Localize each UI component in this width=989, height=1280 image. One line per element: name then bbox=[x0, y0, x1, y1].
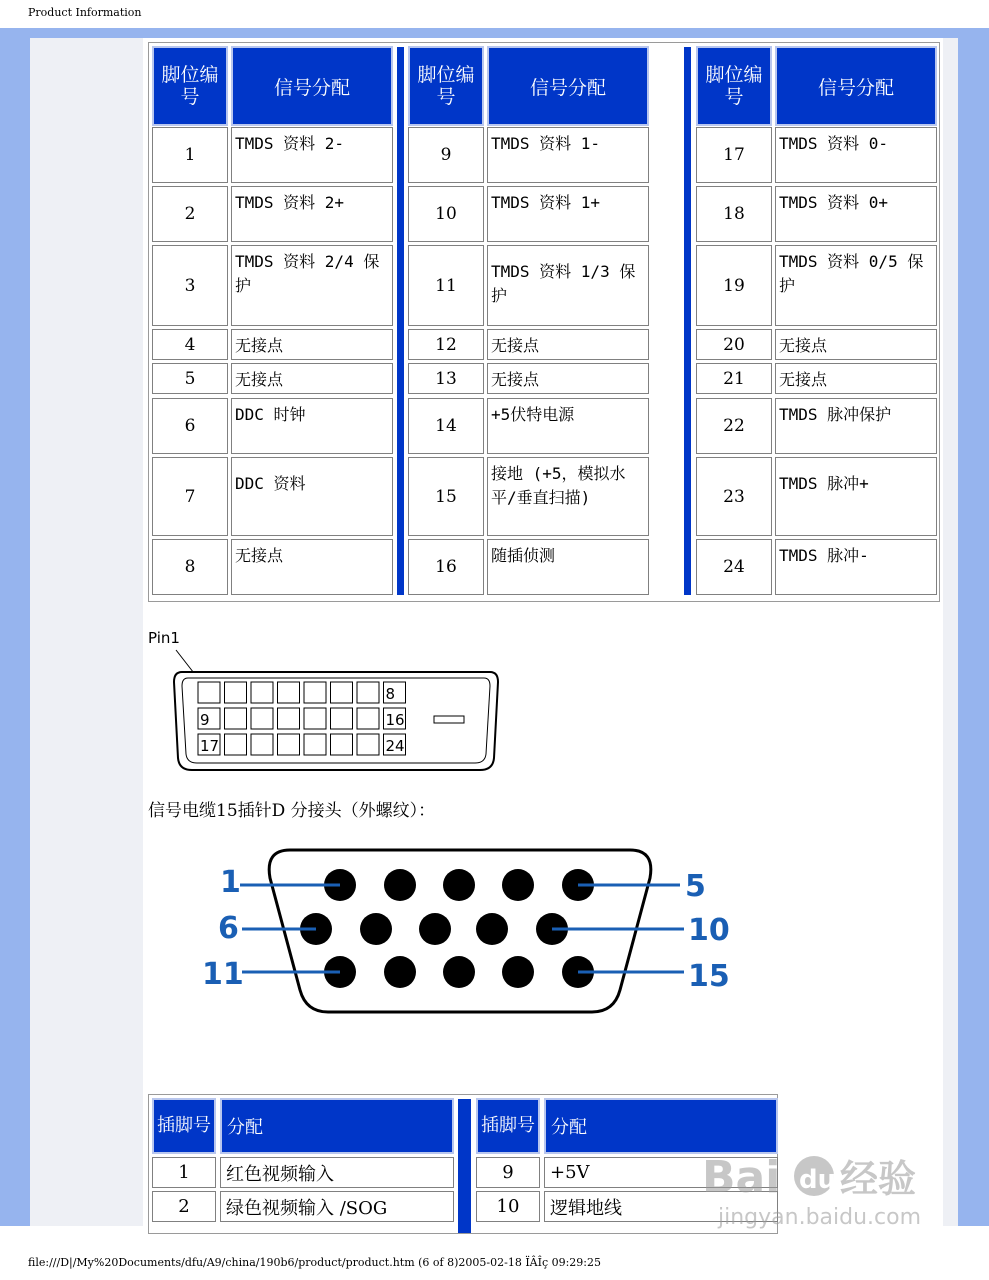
vga-pin bbox=[476, 913, 508, 945]
dvi-pin bbox=[251, 708, 273, 729]
dvi-pin bbox=[251, 682, 273, 703]
dvi-header-pin: 脚位编号 bbox=[152, 46, 228, 126]
dvi-signal-name: 无接点 bbox=[231, 329, 393, 360]
dvi-header-pin: 脚位编号 bbox=[696, 46, 772, 126]
vga-assignment: +5V bbox=[544, 1157, 778, 1188]
watermark-text-jingyan: 经验 bbox=[840, 1157, 917, 1201]
dvi-pin-number: 12 bbox=[408, 329, 484, 360]
vga-pin bbox=[360, 913, 392, 945]
dvi-pin-number: 11 bbox=[408, 245, 484, 326]
vga-pin-number-label: 1 bbox=[220, 865, 241, 900]
vga-header-pin: 插脚号 bbox=[152, 1098, 216, 1154]
dvi-pin bbox=[198, 682, 220, 703]
dvi-signal-name: 无接点 bbox=[487, 329, 649, 360]
dvi-pin-number: 14 bbox=[408, 398, 484, 454]
page-header: Product Information bbox=[28, 6, 142, 19]
vga-pin bbox=[419, 913, 451, 945]
dvi-pin-label: 8 bbox=[385, 685, 396, 703]
dvi-signal-name: DDC 资料 bbox=[231, 457, 393, 536]
dvi-pin bbox=[251, 734, 273, 755]
dvi-signal-name: TMDS 资料 0- bbox=[775, 127, 937, 183]
dvi-signal-name: TMDS 资料 0/5 保护 bbox=[775, 245, 937, 326]
vga-pin-number-label: 6 bbox=[218, 911, 239, 946]
dvi-pin-number: 1 bbox=[152, 127, 228, 183]
dvi-signal-name: 无接点 bbox=[231, 363, 393, 394]
vga-assignment: 逻辑地线 bbox=[544, 1191, 778, 1222]
dvi-signal-name: TMDS 脉冲+ bbox=[775, 457, 937, 536]
dvi-pin-label: 17 bbox=[200, 737, 220, 755]
dvi-pin-label: 24 bbox=[385, 737, 405, 755]
dvi-pin bbox=[331, 682, 353, 703]
dvi-pin bbox=[331, 708, 353, 729]
dvi-pin bbox=[331, 734, 353, 755]
dvi-signal-name: +5伏特电源 bbox=[487, 398, 649, 454]
vga-pin bbox=[384, 869, 416, 901]
vga-pin-number: 10 bbox=[476, 1191, 540, 1222]
dvi-signal-name: TMDS 资料 0+ bbox=[775, 186, 937, 242]
dvi-pin-number: 22 bbox=[696, 398, 772, 454]
dvi-pin bbox=[225, 682, 247, 703]
dvi-signal-name: 无接点 bbox=[487, 363, 649, 394]
vga-header-pin: 插脚号 bbox=[476, 1098, 540, 1154]
vga-pin-number: 1 bbox=[152, 1157, 216, 1188]
baidu-jingyan-watermark bbox=[700, 1140, 940, 1230]
dvi-pin-number: 23 bbox=[696, 457, 772, 536]
vga-assignment: 红色视频输入 bbox=[220, 1157, 454, 1188]
dvi-pin-number: 19 bbox=[696, 245, 772, 326]
dvi-signal-name: TMDS 资料 2- bbox=[231, 127, 393, 183]
dvi-pin-number: 9 bbox=[408, 127, 484, 183]
dvi-signal-name: TMDS 脉冲- bbox=[775, 539, 937, 595]
vga-pin bbox=[502, 956, 534, 988]
vga-pin bbox=[502, 869, 534, 901]
dvi-pin-number: 7 bbox=[152, 457, 228, 536]
dvi-pin bbox=[304, 682, 326, 703]
dvi-signal-name: DDC 时钟 bbox=[231, 398, 393, 454]
dvi-header-signal: 信号分配 bbox=[487, 46, 649, 126]
vga-pin-number-label: 5 bbox=[685, 869, 706, 904]
dvi-pin bbox=[304, 708, 326, 729]
vga-pin bbox=[443, 956, 475, 988]
dvi-pin-label: 9 bbox=[200, 711, 210, 729]
dvi-pin-number: 10 bbox=[408, 186, 484, 242]
dvi-signal-name: TMDS 资料 2/4 保护 bbox=[231, 245, 393, 326]
dvi-signal-name: TMDS 资料 1- bbox=[487, 127, 649, 183]
vga-caption: 信号电缆15插针D 分接头（外螺纹）： bbox=[148, 801, 436, 821]
vga-connector-diagram bbox=[200, 840, 740, 1030]
vga-pin bbox=[384, 956, 416, 988]
dvi-pin-number: 21 bbox=[696, 363, 772, 394]
dvi-header-signal: 信号分配 bbox=[231, 46, 393, 126]
dvi-pin-number: 20 bbox=[696, 329, 772, 360]
watermark-url: jingyan.baidu.com bbox=[718, 1205, 922, 1230]
page-footer: file:///D|/My%20Documents/dfu/A9/china/190b6/product/product.htm (6 of 8)2005-02-18 ÏÂÎç 09:29:25 bbox=[28, 1256, 602, 1269]
dvi-signal-name: TMDS 资料 2+ bbox=[231, 186, 393, 242]
dvi-signal-name: TMDS 脉冲保护 bbox=[775, 398, 937, 454]
dvi-signal-name: 随插侦测 bbox=[487, 539, 649, 595]
dvi-signal-name: 无接点 bbox=[775, 363, 937, 394]
column-separator bbox=[397, 47, 404, 595]
vga-pin-table bbox=[148, 1094, 781, 1234]
dvi-pin bbox=[278, 734, 300, 755]
dvi-pin-number: 8 bbox=[152, 539, 228, 595]
dvi-pin bbox=[357, 734, 379, 755]
dvi-pin bbox=[278, 708, 300, 729]
dvi-pin bbox=[225, 708, 247, 729]
vga-pin-number-label: 11 bbox=[202, 957, 244, 992]
dvi-pin-number: 16 bbox=[408, 539, 484, 595]
dvi-connector-diagram bbox=[168, 640, 508, 775]
dvi-pin-number: 5 bbox=[152, 363, 228, 394]
dvi-pin-number: 6 bbox=[152, 398, 228, 454]
vga-pin bbox=[443, 869, 475, 901]
dvi-signal-name: TMDS 资料 1+ bbox=[487, 186, 649, 242]
vga-header-assign: 分配 bbox=[544, 1098, 778, 1154]
dvi-pin-number: 3 bbox=[152, 245, 228, 326]
dvi-header-signal: 信号分配 bbox=[775, 46, 937, 126]
dvi-pin-number: 18 bbox=[696, 186, 772, 242]
dvi-header-pin: 脚位编号 bbox=[408, 46, 484, 126]
dvi-pin-number: 17 bbox=[696, 127, 772, 183]
dvi-signal-name: 接地 (+5，模拟水平/垂直扫描) bbox=[487, 457, 649, 536]
dvi-signal-name: 无接点 bbox=[775, 329, 937, 360]
dvi-pin bbox=[278, 682, 300, 703]
dvi-flat-blade bbox=[434, 716, 464, 723]
dvi-pin-number: 24 bbox=[696, 539, 772, 595]
watermark-text-du: du bbox=[799, 1165, 837, 1195]
vga-pin-number: 2 bbox=[152, 1191, 216, 1222]
column-separator bbox=[684, 47, 691, 595]
watermark-text-bai: Bai bbox=[702, 1152, 781, 1203]
dvi-pin bbox=[357, 682, 379, 703]
dvi-pin-number: 15 bbox=[408, 457, 484, 536]
vga-assignment: 绿色视频输入 /SOG bbox=[220, 1191, 454, 1222]
column-separator bbox=[458, 1099, 471, 1233]
dvi-pin-number: 4 bbox=[152, 329, 228, 360]
dvi-pin bbox=[304, 734, 326, 755]
dvi-pin-number: 13 bbox=[408, 363, 484, 394]
vga-pin-number-label: 15 bbox=[688, 959, 730, 994]
dvi-pin bbox=[225, 734, 247, 755]
dvi-pin-number: 2 bbox=[152, 186, 228, 242]
dvi-pin-table bbox=[148, 42, 940, 602]
dvi-pin bbox=[357, 708, 379, 729]
vga-header-assign: 分配 bbox=[220, 1098, 454, 1154]
dvi-signal-name: TMDS 资料 1/3 保护 bbox=[487, 245, 649, 326]
dvi-signal-name: 无接点 bbox=[231, 539, 393, 595]
vga-pin-number-label: 10 bbox=[688, 913, 730, 948]
pin1-label: Pin1 bbox=[148, 629, 180, 647]
vga-pin-number: 9 bbox=[476, 1157, 540, 1188]
dvi-pin-label: 16 bbox=[385, 711, 405, 729]
